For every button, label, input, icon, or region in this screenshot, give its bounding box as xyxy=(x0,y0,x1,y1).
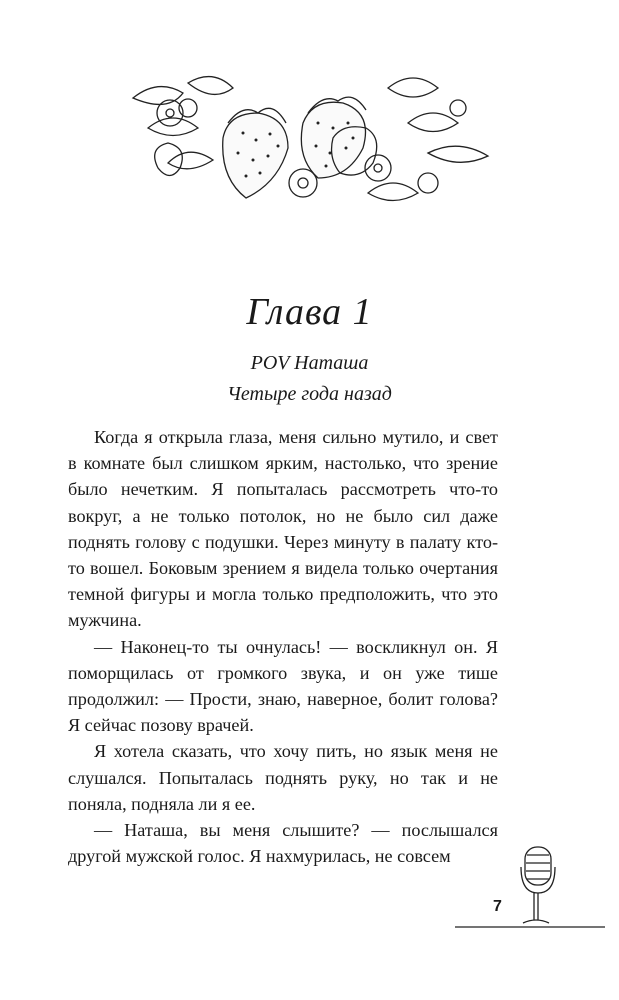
chapter-time: Четыре года назад xyxy=(227,383,392,405)
paragraph: — Наконец-то ты очнулась! — воскликнул он. Я поморщилась от громкого звука, и он уже тише продолжил: — Прости, знаю, наверное, болит голова? Я сейчас позову врачей. xyxy=(68,636,498,736)
strawberry-ornament xyxy=(128,68,498,218)
microphone-illustration xyxy=(455,845,605,935)
page-number: 7 xyxy=(493,898,502,915)
chapter-pov: POV Наташа xyxy=(250,352,369,374)
body-text xyxy=(68,424,498,869)
chapter-title: Глава 1 xyxy=(246,291,373,333)
paragraph: Я хотела сказать, что хочу пить, но язык меня не слушался. Попыталась поднять руку, но так и не поняла, подняла ли я ее. xyxy=(68,741,498,814)
paragraph: — Наташа, вы меня слышите? — послышался другой мужской голос. Я нахмурилась, не совсем xyxy=(68,820,498,867)
paragraph: Когда я открыла глаза, меня сильно мутило, и свет в комнате был слишком ярким, настолько, что зрение было нечетким. Я попыталась рассмотреть что-то вокруг, а не только потолок, но не было сил даже поднять голову с подушки. Через минуту в палату кто-то вошел. Боковым зрением я видела только очертания темной фигуры и могла только предположить, что это мужчина. xyxy=(68,427,498,631)
